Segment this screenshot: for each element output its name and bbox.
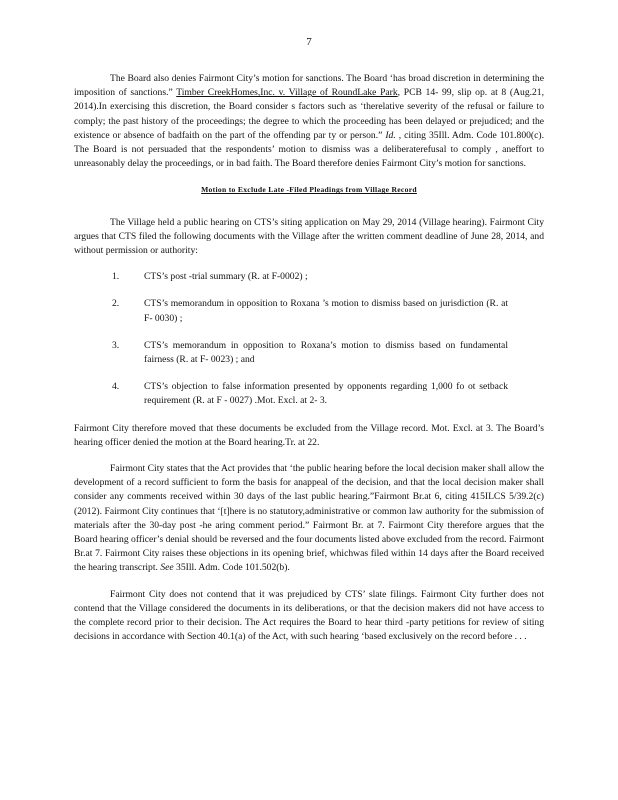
list-item-text: CTS’s memorandum in opposition to Roxana ’s motion to dismiss based on jurisdiction (R. at F- 0030) ;	[144, 298, 508, 324]
exclude-paragraph: Fairmont City therefore moved that these documents be excluded from the Village record. Mot. Excl. at 3. The Board’s hearing officer denied the motion at the Board hearing.Tr. at 22.	[74, 422, 544, 448]
list-item-text: CTS’s objection to false information presented by opponents regarding 1,000 fo ot setback requirement (R. at F - 0027) .Mot. Excl. at 2- 3.	[144, 381, 508, 407]
hearing-paragraph: The Village held a public hearing on CTS’s siting application on May 29, 2014 (Village hearing). Fairmont City argues that CTS filed the following documents with the Village after the written comment deadline of June 28, 2014, and without permission or authority:	[74, 216, 544, 257]
sanctions-text-1: The Board also denies Fairmont City’s motion for sanctions. The Board ‘has broad discretion in determining the imposition of sanctions.”	[74, 73, 544, 99]
section-heading: Motion to Exclude Late -Filed Pleadings from Village Record	[201, 185, 417, 195]
list-item-number: 1.	[112, 271, 120, 283]
sanctions-text-2: , PCB 14- 99, slip op. at 8 (Aug.21, 2014).In exercising this discretion, the Board consider s factors such as ‘therelative severity of the refusal or failure to comply; the past history of the proceedings; the degree to which the proceeding has been delayed or prejudiced; and the existence or absence of badfaith on the part of the offending par ty or person.”	[74, 87, 545, 141]
act-text-1: Fairmont City states that the Act provides that ‘the public hearing before the local decision maker shall allow the development of a record sufficient to form the basis for anappeal of the decision, and that the local decision maker shall consider any comments received within 30 days of the last public hearing.”Fairmont Br.at 6, citing 415ILCS 5/39.2(c) (2012). Fairmont City continues that ‘[t]here is no statutory,administrative or common law authority for the submission of materials after the 30-day post -he aring comment period.” Fairmont Br. at 7. Fairmont City therefore argues that the Board hearing officer’s denial should be reversed and the four documents listed above excluded from the record. Fairmont Br.at 7. Fairmont City raises these objections in its opening brief, whichwas filed within 14 days after the Board received the hearing transcript.	[74, 463, 544, 574]
sanctions-paragraph	[74, 72, 544, 171]
list-item-text: CTS’s memorandum in opposition to Roxana’s motion to dismiss based on fundamental fairness (R. at F- 0023) ; and	[144, 339, 508, 366]
act-paragraph	[74, 462, 544, 576]
list-item-number: 2.	[112, 298, 120, 310]
case-citation: Timber CreekHomes,Inc. v. Village of RoundLake Park	[176, 87, 398, 99]
list-item	[74, 339, 544, 367]
document-list	[74, 270, 544, 408]
act-text-2: 35Ill. Adm. Code 101.502(b).	[173, 562, 290, 574]
sanctions-text-3: , citing 35Ill. Adm. Code 101.800(c). The Board is not persuaded that the respondents’ motion to dismiss was a deliberaterefusal to comply , aneffort to unreasonably delay the proceedings, or in bad faith. The Board therefore denies Fairmont City’s motion for sanctions.	[74, 129, 544, 170]
page-number: 7	[306, 36, 312, 48]
list-item-text: CTS’s post -trial summary (R. at F-0002) ;	[144, 271, 308, 283]
list-item	[74, 380, 544, 408]
see-signal: See	[160, 562, 174, 574]
list-item-number: 4.	[112, 381, 120, 393]
document-body	[74, 72, 544, 657]
list-item-number: 3.	[112, 339, 120, 351]
prejudice-paragraph: Fairmont City does not contend that it was prejudiced by CTS’ slate filings. Fairmont City further does not contend that the Village considered the documents in its deliberations, or that the decision makers did not have access to the complete record prior to their decision. The Act requires the Board to hear third -party petitions for review of siting decisions in accordance with Section 40.1(a) of the Act, with such hearing ‘based exclusively on the record before . . .	[74, 588, 544, 643]
id-citation: Id.	[385, 129, 396, 141]
list-item	[74, 297, 544, 325]
list-item	[74, 270, 544, 284]
